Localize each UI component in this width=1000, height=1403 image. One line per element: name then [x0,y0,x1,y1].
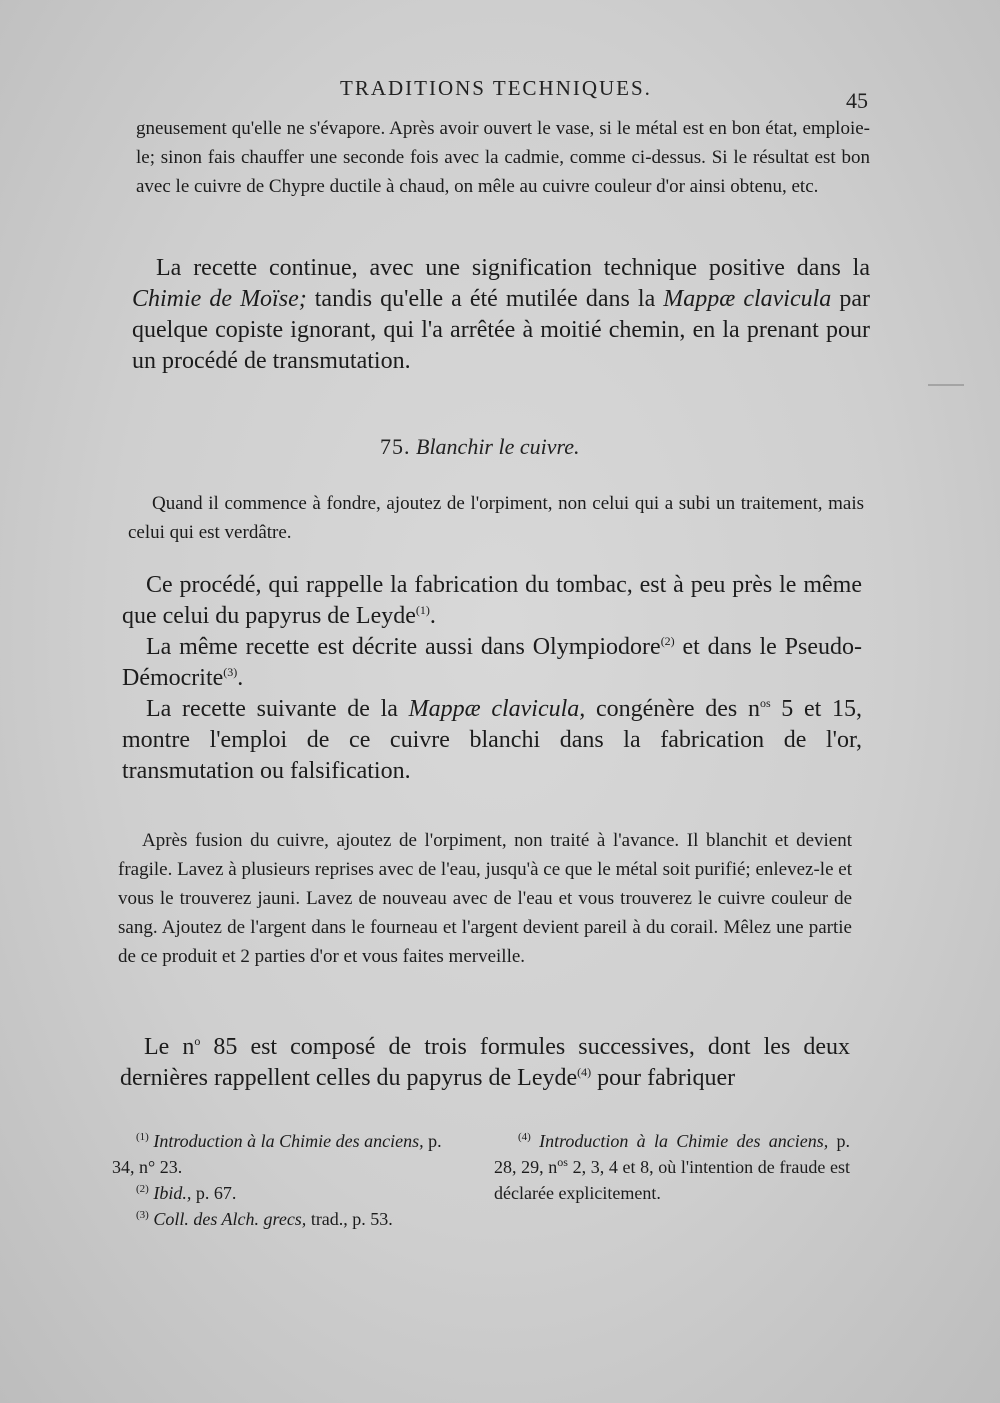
paragraph-4-text-b: . [429,603,436,629]
footnote-3-text: trad., p. 53. [306,1209,393,1229]
section-number: 75. [380,434,411,459]
footnote-4-mark: (4) [518,1131,531,1143]
paragraph-1-text: gneusement qu'elle ne s'évapore. Après avoir ouvert le vase, si le métal est en bon état, emploie-le; sinon fais chauffer une seconde fois avec la cadmie, comme ci-dessus. Si le résultat est bon avec le cuivre de Chypre ductile à chaud, on mêle au cuivre couleur d'or ainsi obtenu, etc. [136,118,870,197]
work-title-mappae-clavicula: Mappæ clavicula [663,286,832,312]
paragraph-commentary-final [120,1032,850,1094]
numero-superscript: os [759,696,771,710]
paragraph-8 [120,1032,850,1094]
recipe-75-text [128,489,864,547]
paragraph-5 [122,632,862,694]
paragraph-continuation [136,114,870,201]
paragraph-6 [122,694,862,787]
footnote-2 [112,1180,464,1206]
paragraph-8-text-c: pour fabriquer [591,1065,736,1091]
footnotes-left-column [112,1128,464,1232]
footnote-4-text-b: 2, 3, 4 et 8, où l'intention de fraude est déclarée explicitement. [494,1157,850,1203]
paragraph-2-text-b: tandis qu'elle a été mutilée dans la [306,286,664,312]
footnote-3-title: Coll. des Alch. grecs, [153,1209,307,1229]
paragraph-5-text-a: La même recette est décrite aussi dans Olympiodore [146,634,661,660]
footnote-1-mark: (1) [136,1131,149,1143]
numero-superscript-2: o [194,1034,201,1048]
footnotes-right-column [494,1128,850,1206]
commentary-block [122,570,862,787]
paragraph-6-text-c: 5 et 15, montre l'emploi de ce cuivre blanchi dans la fabrication de l'or, transmutation ou falsification. [122,696,863,784]
footnote-ref-1: (1) [415,603,430,617]
paragraph-commentary-1 [132,253,870,377]
paragraph-3-text: Quand il commence à fondre, ajoutez de l'orpiment, non celui qui a subi un traitement, mais celui qui est verdâtre. [128,493,864,543]
paragraph-2 [132,253,870,377]
footnote-2-text: p. 67. [191,1183,237,1203]
footnote-4-superscript: os [557,1155,568,1169]
section-title: Blanchir le cuivre. [416,434,580,459]
paragraph-2-text-c: par quelque copiste ignorant, qui l'a arrêtée à moitié chemin, en la prenant pour un procédé de transmutation. [132,286,870,374]
paragraph-5-text-b: et dans le Pseudo-Démocrite [122,634,863,691]
footnote-ref-4: (4) [577,1065,592,1079]
paragraph-4 [122,570,862,632]
recipe-quotation [118,826,852,971]
footnote-1-title: Introduction à la Chimie des anciens, [153,1131,424,1151]
footnote-4-text-a: p. 28, 29, n [494,1131,850,1177]
paragraph-7-text: Après fusion du cuivre, ajoutez de l'orpiment, non traité à l'avance. Il blanchit et devient fragile. Lavez à plusieurs reprises avec de l'eau, jusqu'à ce que le métal soit purifié; enlevez-le et vous le trouverez jauni. Lavez de nouveau avec de l'eau et vous trouverez le cuivre couleur de sang. Ajoutez de l'argent dans le fourneau et l'argent devient pareil à du corail. Mêlez une partie de ce produit et 2 parties d'or et vous faites merveille. [118,830,852,967]
paragraph-6-text-b: congénère des n [585,696,760,722]
footnote-ref-3: (3) [223,665,238,679]
footnote-3-mark: (3) [136,1209,149,1221]
page-number: 45 [846,88,868,113]
running-header-title: TRADITIONS TECHNIQUES. [340,76,652,100]
section-heading [380,434,580,460]
footnote-1 [112,1128,464,1180]
paragraph-8-text-b: 85 est composé de trois formules successives, dont les deux dernières rappellent celles du papyrus de Leyde [120,1034,850,1091]
paragraph-6-text-a: La recette suivante de la [146,696,409,722]
margin-bleed-mark [928,384,964,386]
footnote-2-mark: (2) [136,1183,149,1195]
footnote-ref-2: (2) [660,634,675,648]
footnote-1-text: p. 34, n° 23. [112,1131,442,1177]
paragraph-8-text-a: Le n [144,1034,195,1060]
work-title-mappae-clavicula-2: Mappæ clavicula, [408,696,586,722]
footnote-2-title: Ibid., [153,1183,192,1203]
footnote-3 [112,1206,464,1232]
footnote-4 [494,1128,850,1206]
work-title-chimie-de-moise: Chimie de Moïse; [132,286,307,312]
paragraph-4-text-a: Ce procédé, qui rappelle la fabrication du tombac, est à peu près le même que celui du papyrus de Leyde [122,572,862,629]
paragraph-5-text-c: . [237,665,244,691]
footnote-4-title: Introduction à la Chimie des anciens, [539,1131,829,1151]
paragraph-2-text-a: La recette continue, avec une signification technique positive dans la [156,255,870,281]
